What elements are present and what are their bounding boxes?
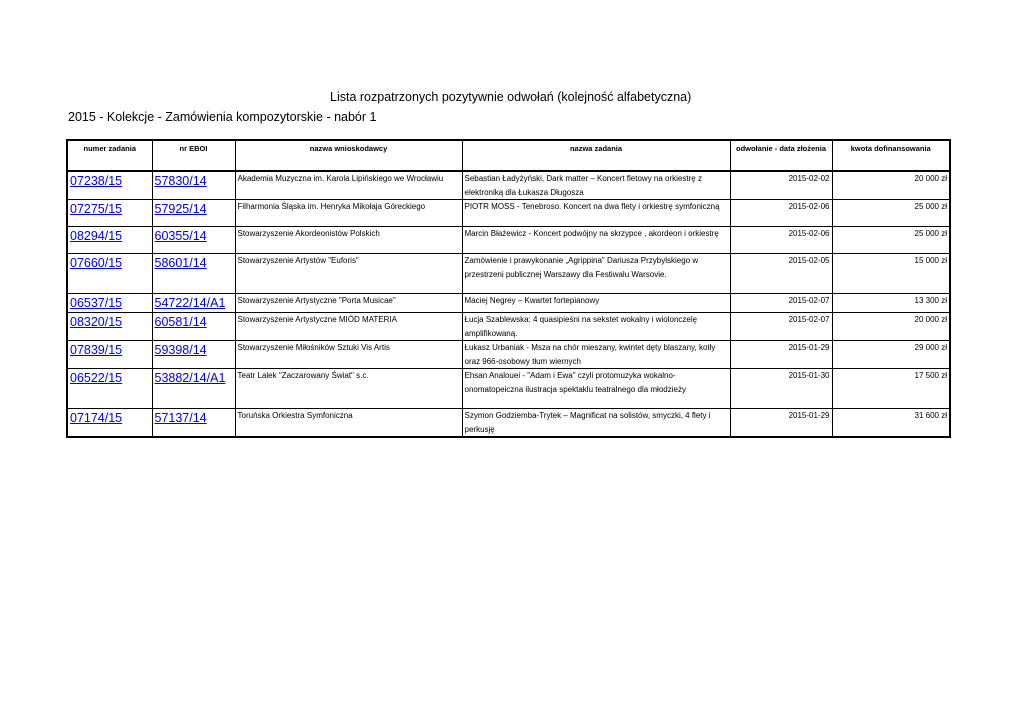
cell-eboi bbox=[152, 254, 235, 294]
cell-eboi bbox=[152, 200, 235, 227]
table-row bbox=[67, 171, 950, 200]
nr-eboi-link[interactable]: 60581/14 bbox=[154, 315, 207, 329]
cell-numer bbox=[67, 294, 152, 313]
cell-eboi bbox=[152, 313, 235, 341]
results-table bbox=[66, 139, 951, 438]
cell-wnioskodawca: Stowarzyszenie Akordeonistów Polskich bbox=[235, 227, 462, 254]
cell-data: 2015-02-07 bbox=[730, 313, 832, 341]
cell-zadanie: Marcin Błażewicz - Koncert podwójny na skrzypce , akordeon i orkiestrę bbox=[462, 227, 730, 254]
column-header-wnioskodawca: nazwa wnioskodawcy bbox=[235, 140, 462, 171]
cell-numer bbox=[67, 227, 152, 254]
nr-eboi-link[interactable]: 57137/14 bbox=[154, 411, 207, 425]
cell-wnioskodawca: Akademia Muzyczna im. Karola Lipińskiego we Wrocławiu bbox=[235, 171, 462, 200]
table-row bbox=[67, 409, 950, 438]
cell-zadanie: Maciej Negrey – Kwartet fortepianowy bbox=[462, 294, 730, 313]
table-row bbox=[67, 200, 950, 227]
cell-kwota: 25 000 zł bbox=[832, 227, 950, 254]
column-header-kwota: kwota dofinansowania bbox=[832, 140, 950, 171]
cell-eboi bbox=[152, 409, 235, 438]
numer-zadania-link[interactable]: 06537/15 bbox=[70, 296, 123, 310]
cell-data: 2015-02-06 bbox=[730, 200, 832, 227]
table-row bbox=[67, 294, 950, 313]
nr-eboi-link[interactable]: 59398/14 bbox=[154, 343, 207, 357]
cell-numer bbox=[67, 369, 152, 409]
cell-numer bbox=[67, 171, 152, 200]
cell-data: 2015-02-07 bbox=[730, 294, 832, 313]
cell-kwota: 13 300 zł bbox=[832, 294, 950, 313]
column-header-zadanie: nazwa zadania bbox=[462, 140, 730, 171]
cell-zadanie: Łukasz Urbaniak - Msza na chór mieszany, kwintet dęty blaszany, kotły oraz 966-osobowy tłum wiernych bbox=[462, 341, 730, 369]
numer-zadania-link[interactable]: 07660/15 bbox=[70, 256, 123, 270]
cell-kwota: 31 600 zł bbox=[832, 409, 950, 438]
cell-eboi bbox=[152, 369, 235, 409]
cell-zadanie: Łucja Szablewska: 4 quasipieśni na sekstet wokalny i wiolonczelę amplifikowaną. bbox=[462, 313, 730, 341]
cell-wnioskodawca: Filharmonia Śląska im. Henryka Mikołaja Góreckiego bbox=[235, 200, 462, 227]
nr-eboi-link[interactable]: 57925/14 bbox=[154, 202, 207, 216]
column-header-data: odwołanie - data złożenia bbox=[730, 140, 832, 171]
cell-wnioskodawca: Stowarzyszenie Artystyczne "Porta Musicae" bbox=[235, 294, 462, 313]
cell-numer bbox=[67, 341, 152, 369]
cell-kwota: 20 000 zł bbox=[832, 171, 950, 200]
cell-kwota: 20 000 zł bbox=[832, 313, 950, 341]
cell-wnioskodawca: Stowarzyszenie Miłośników Sztuki Vis Artis bbox=[235, 341, 462, 369]
page-title: Lista rozpatrzonych pozytywnie odwołań (kolejność alfabetyczna) bbox=[330, 90, 692, 104]
cell-zadanie: PIOTR MOSS - Tenebroso. Koncert na dwa flety i orkiestrę symfoniczną bbox=[462, 200, 730, 227]
numer-zadania-link[interactable]: 07174/15 bbox=[70, 411, 123, 425]
table-row bbox=[67, 254, 950, 294]
column-header-numer: numer zadania bbox=[67, 140, 152, 171]
cell-data: 2015-02-02 bbox=[730, 171, 832, 200]
cell-numer bbox=[67, 313, 152, 341]
table-row bbox=[67, 341, 950, 369]
nr-eboi-link[interactable]: 53882/14/A1 bbox=[154, 371, 226, 385]
cell-data: 2015-02-06 bbox=[730, 227, 832, 254]
cell-data: 2015-01-30 bbox=[730, 369, 832, 409]
nr-eboi-link[interactable]: 54722/14/A1 bbox=[154, 296, 226, 310]
table-row bbox=[67, 369, 950, 409]
table-row bbox=[67, 227, 950, 254]
cell-wnioskodawca: Toruńska Orkiestra Symfoniczna bbox=[235, 409, 462, 438]
numer-zadania-link[interactable]: 07839/15 bbox=[70, 343, 123, 357]
nr-eboi-link[interactable]: 58601/14 bbox=[154, 256, 207, 270]
table-header-row bbox=[67, 140, 950, 171]
cell-eboi bbox=[152, 294, 235, 313]
cell-data: 2015-01-29 bbox=[730, 341, 832, 369]
cell-kwota: 29 000 zł bbox=[832, 341, 950, 369]
numer-zadania-link[interactable]: 08294/15 bbox=[70, 229, 123, 243]
cell-numer bbox=[67, 409, 152, 438]
cell-kwota: 15 000 zł bbox=[832, 254, 950, 294]
cell-kwota: 25 000 zł bbox=[832, 200, 950, 227]
cell-zadanie: Szymon Godziemba-Trytek – Magnificat na solistów, smyczki, 4 flety i perkusję bbox=[462, 409, 730, 438]
cell-wnioskodawca: Stowarzyszenie Artystów "Euforis" bbox=[235, 254, 462, 294]
nr-eboi-link[interactable]: 60355/14 bbox=[154, 229, 207, 243]
numer-zadania-link[interactable]: 07238/15 bbox=[70, 174, 123, 188]
nr-eboi-link[interactable]: 57830/14 bbox=[154, 174, 207, 188]
numer-zadania-link[interactable]: 08320/15 bbox=[70, 315, 123, 329]
cell-zadanie: Ehsan Analouei - "Adam i Ewa" czyli protomuzyka wokalno-onomatopeiczna ilustracja spektaklu teatralnego dla młodzieży bbox=[462, 369, 730, 409]
cell-zadanie: Zamówienie i prawykonanie „Agrippina" Dariusza Przybylskiego w przestrzeni publicznej Warszawy dla Festiwalu Warsovie. bbox=[462, 254, 730, 294]
cell-kwota: 17 500 zł bbox=[832, 369, 950, 409]
cell-eboi bbox=[152, 341, 235, 369]
cell-wnioskodawca: Stowarzyszenie Artystyczne MIÓD MATERIA bbox=[235, 313, 462, 341]
page-subtitle: 2015 - Kolekcje - Zamówienia kompozytorskie - nabór 1 bbox=[68, 110, 377, 124]
cell-zadanie: Sebastian Ładyżyński, Dark matter – Koncert fletowy na orkiestrę z elektroniką dla Łukasza Długosza bbox=[462, 171, 730, 200]
cell-numer bbox=[67, 254, 152, 294]
numer-zadania-link[interactable]: 06522/15 bbox=[70, 371, 123, 385]
column-header-eboi: nr EBOI bbox=[152, 140, 235, 171]
cell-eboi bbox=[152, 171, 235, 200]
cell-data: 2015-02-05 bbox=[730, 254, 832, 294]
cell-eboi bbox=[152, 227, 235, 254]
table-row bbox=[67, 313, 950, 341]
cell-numer bbox=[67, 200, 152, 227]
cell-wnioskodawca: Teatr Lalek "Zaczarowany Świat" s.c. bbox=[235, 369, 462, 409]
cell-data: 2015-01-29 bbox=[730, 409, 832, 438]
numer-zadania-link[interactable]: 07275/15 bbox=[70, 202, 123, 216]
